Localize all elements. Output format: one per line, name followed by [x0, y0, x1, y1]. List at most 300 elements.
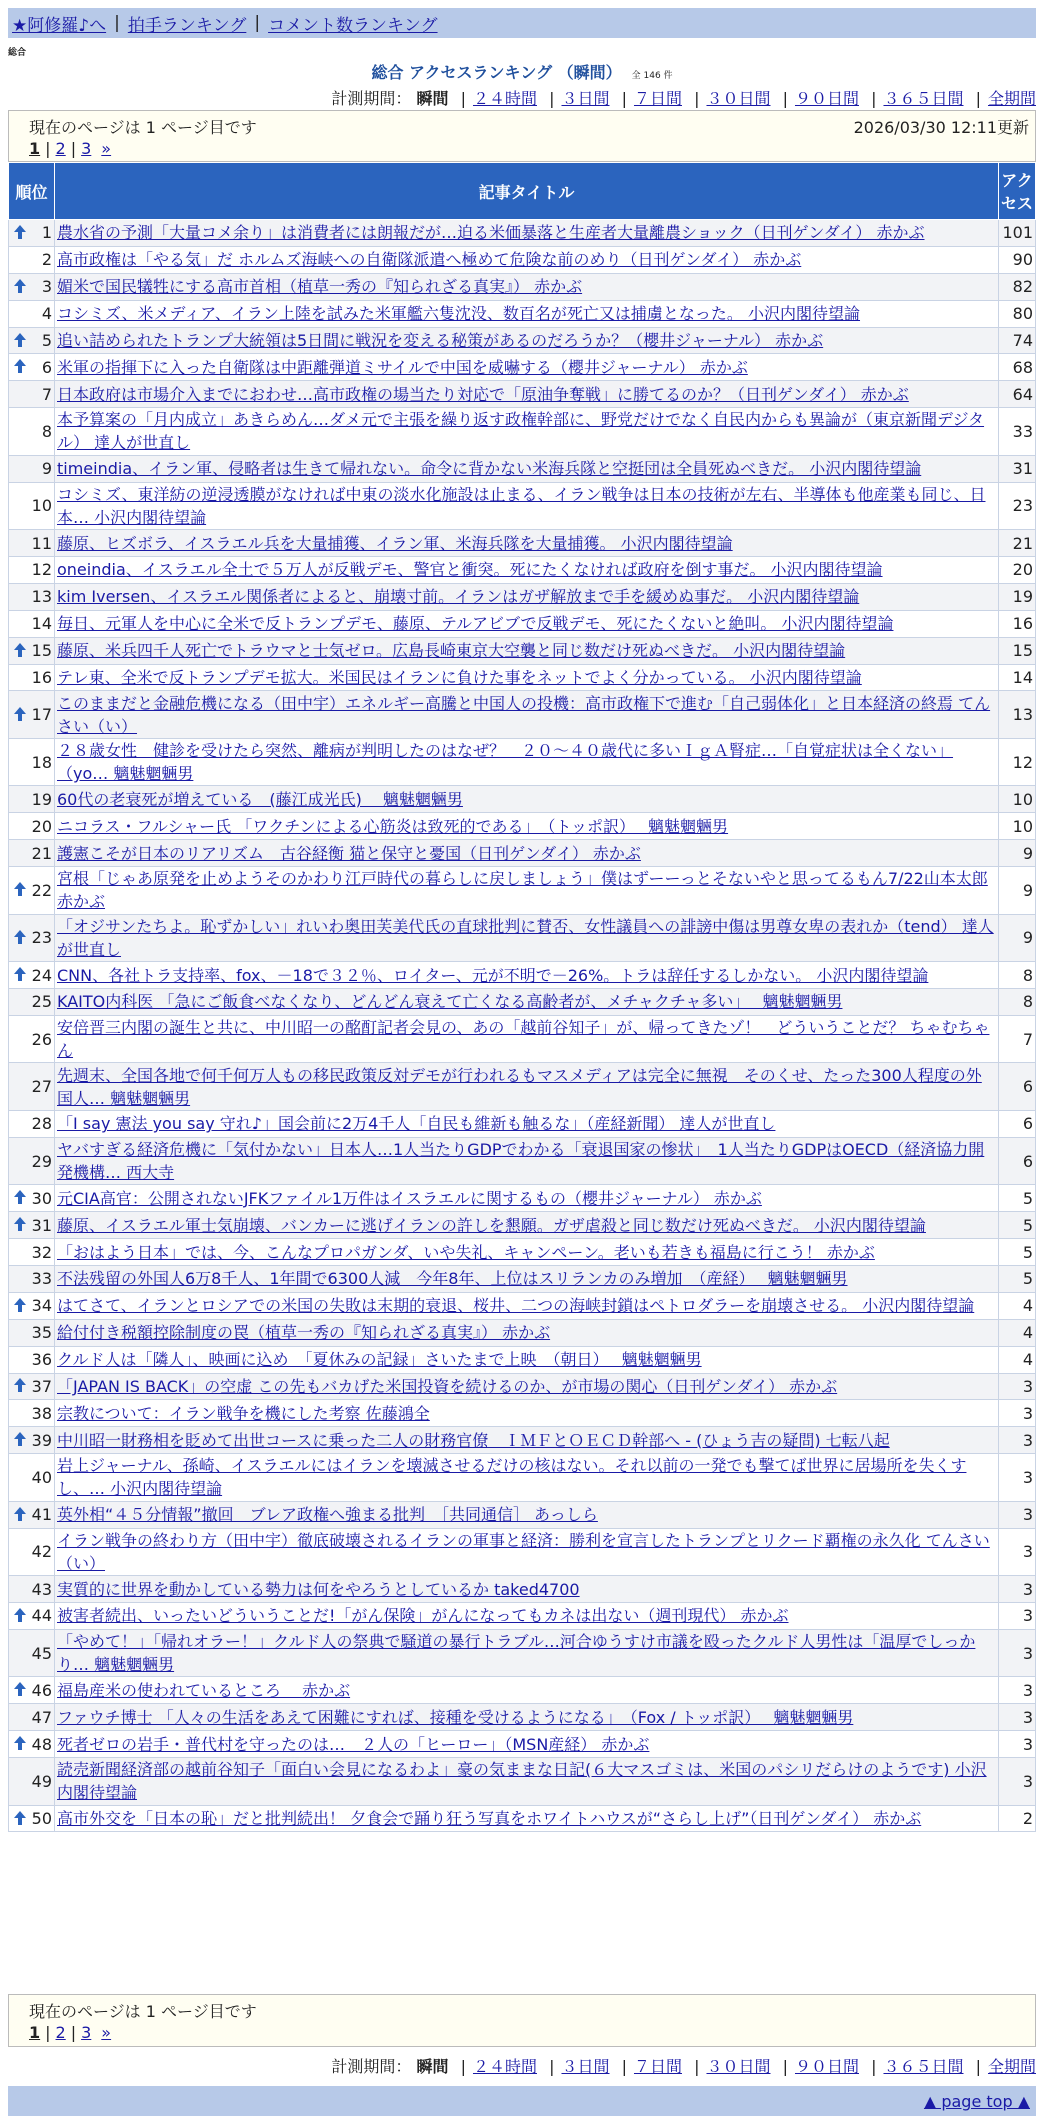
- rank-number: 39: [31, 1430, 52, 1450]
- rank-number: 18: [31, 752, 52, 772]
- rank-number: 19: [31, 789, 52, 809]
- rank-cell: [9, 1239, 55, 1266]
- access-count: 10: [999, 813, 1036, 840]
- article-link[interactable]: 福島産米の使われているところ 赤かぶ: [57, 1680, 351, 1700]
- rank-cell: [9, 482, 55, 530]
- article-link[interactable]: はてさて、イランとロシアでの米国の失敗は末期的衰退、桜井、二つの海峡封鎖はペトロダラーを崩壊させる。 小沢内閣待望論: [57, 1296, 975, 1316]
- rank-number: 37: [31, 1376, 52, 1396]
- total-count: 全 146 件: [631, 71, 673, 81]
- table-row: [9, 989, 1036, 1016]
- article-link[interactable]: 中川昭一財務相を貶めて出世コースに乗った二人の財務官僚 ＩＭＦとＯＥＣＤ幹部へ - (ひょう吉の疑問) 七転八起: [57, 1430, 890, 1450]
- access-count: 68: [999, 354, 1036, 381]
- period-90d[interactable]: ９０日間: [794, 2057, 859, 2076]
- access-count: 3: [999, 1454, 1036, 1502]
- article-link[interactable]: 死者ゼロの岩手・普代村を守ったのは… ２人の「ヒーロー」（MSN産経） 赤かぶ: [57, 1734, 650, 1754]
- rank-cell: [9, 1805, 55, 1832]
- access-count: 3: [999, 1373, 1036, 1400]
- applause-ranking-link[interactable]: 拍手ランキング: [127, 15, 247, 36]
- rank-cell: [9, 1373, 55, 1400]
- article-link[interactable]: 高市外交を「日本の恥」だと批判続出！ 夕食会で踊り狂う写真をホワイトハウスが“さらし上げ”（日刊ゲンダイ） 赤かぶ: [57, 1809, 922, 1828]
- rank-cell: [9, 786, 55, 813]
- period-7d[interactable]: ７日間: [633, 89, 682, 108]
- table-row: [9, 1454, 1036, 1502]
- period-selector-bottom: 計測期間： 瞬間 | ２４時間 | ３日間 | ７日間 | ３０日間 | ９０日間 | ３６５日間 | 全期間: [331, 2057, 1036, 2076]
- article-link[interactable]: このままだと金融危機になる（田中宇）エネルギー高騰と中国人の投機：高市政権下で進む「自己弱体化」と日本経済の終焉 てんさい（い）: [57, 693, 991, 736]
- table-row: [9, 530, 1036, 557]
- access-count: 31: [999, 455, 1036, 482]
- access-count: 4: [999, 1292, 1036, 1319]
- table-row: [9, 610, 1036, 637]
- table-row: [9, 246, 1036, 273]
- article-link[interactable]: 宗教について：イラン戦争を機にした考察 佐藤鴻全: [57, 1403, 430, 1423]
- table-row: [9, 1319, 1036, 1346]
- table-row: [9, 220, 1036, 247]
- rank-cell: [9, 1319, 55, 1346]
- access-count: 33: [999, 408, 1036, 456]
- rank-cell: [9, 1576, 55, 1603]
- up-arrow-icon: [13, 642, 27, 658]
- article-link[interactable]: 実質的に世界を動かしている勢力は何をやろうとしているか taked4700: [57, 1579, 580, 1599]
- table-row: [9, 455, 1036, 482]
- period-24h[interactable]: ２４時間: [472, 89, 537, 108]
- breadcrumb: 総合: [8, 48, 27, 58]
- access-count: 13: [999, 691, 1036, 739]
- article-link[interactable]: kim Iversen、イスラエル関係者によると、崩壊寸前。イランはガザ解放まで手を緩めぬ事だ。 小沢内閣待望論: [57, 587, 860, 607]
- up-arrow-icon: [13, 881, 27, 897]
- table-row: [9, 1063, 1036, 1111]
- rank-number: 40: [31, 1467, 52, 1487]
- rank-cell: [9, 840, 55, 867]
- rank-cell: [9, 408, 55, 456]
- table-row: [9, 962, 1036, 989]
- table-row: [9, 1265, 1036, 1292]
- title-cell: [55, 557, 999, 584]
- article-link[interactable]: 被害者続出、いったいどういうことだ!「がん保険」がんになってもカネは出ない（週刊現代） 赤かぶ: [57, 1606, 789, 1626]
- title-cell: [55, 246, 999, 273]
- period-label: 計測期間：: [331, 89, 412, 108]
- page-current: 1: [29, 139, 41, 158]
- rank-number: 49: [31, 1771, 52, 1791]
- rank-number: 28: [31, 1114, 52, 1134]
- article-link[interactable]: oneindia、イスラエル全土で５万人が反戦デモ、警官と衝突。死にたくなければ政府を倒す事だ。 小沢内閣待望論: [57, 560, 883, 580]
- access-count: 7: [999, 1015, 1036, 1063]
- rank-number: 23: [31, 928, 52, 948]
- title-cell: [55, 273, 999, 300]
- title-cell: [55, 1629, 999, 1677]
- table-row: [9, 354, 1036, 381]
- access-count: 5: [999, 1212, 1036, 1239]
- article-link[interactable]: 藤原、米兵四千人死亡でトラウマと士気ゼロ。広島長崎東京大空襲と同じ数だけ死ぬべきだ。 小沢内閣待望論: [57, 641, 846, 661]
- footer-bar: [8, 2086, 1036, 2116]
- article-link[interactable]: ヤバすぎる経済危機に「気付かない」日本人…1人当たりGDPでわかる「衰退国家の惨状」 1人当たりGDPはOECD（経済協力開発機構… 西大寺: [57, 1140, 985, 1183]
- title-cell: [55, 1265, 999, 1292]
- title-cell: [55, 786, 999, 813]
- rank-number: 31: [31, 1215, 52, 1235]
- article-link[interactable]: 媚米で国民犠牲にする高市首相（植草一秀の『知られざる真実』） 赤かぶ: [57, 277, 583, 297]
- table-row: [9, 482, 1036, 530]
- article-link[interactable]: コシミズ、米メディア、イラン上陸を試みた米軍艦六隻沈没、数百名が死亡又は捕虜となった。 小沢内閣待望論: [57, 304, 861, 324]
- article-link[interactable]: 藤原、イスラエル軍士気崩壊、バンカーに逃げイランの許しを懇願。ガザ虐殺と同じ数だけ死ぬべきだ。 小沢内閣待望論: [57, 1215, 926, 1235]
- title-cell: [55, 220, 999, 247]
- title-cell: [55, 738, 999, 786]
- article-link[interactable]: 藤原、ヒズボラ、イスラエル兵を大量捕獲、イラン軍、米海兵隊を大量捕獲。 小沢内閣待望論: [57, 533, 733, 553]
- page-title-text: 総合 アクセスランキング （瞬間）: [371, 63, 622, 82]
- access-count: 3: [999, 1603, 1036, 1630]
- comment-ranking-link[interactable]: コメント数ランキング: [268, 15, 438, 36]
- title-cell: [55, 1501, 999, 1528]
- title-cell: [55, 1292, 999, 1319]
- access-count: 6: [999, 1137, 1036, 1185]
- rank-cell: [9, 583, 55, 610]
- table-row: [9, 813, 1036, 840]
- access-count: 80: [999, 300, 1036, 327]
- current-page-text: 現在のページは 1 ページ目です: [29, 2002, 257, 2021]
- page-top-link[interactable]: ▲ page top ▲: [923, 2092, 1030, 2111]
- rank-number: 16: [31, 668, 52, 688]
- title-cell: [55, 610, 999, 637]
- access-count: 5: [999, 1265, 1036, 1292]
- rank-cell: [9, 557, 55, 584]
- title-cell: [55, 455, 999, 482]
- article-link[interactable]: 宮根「じゃあ原発を止めようそのかわり江戸時代の暮らしに戻しましょう」僕はずーーっとそないやと思ってるもん7/22山本太郎 赤かぶ: [57, 869, 988, 912]
- rank-number: 48: [31, 1734, 52, 1754]
- rank-cell: [9, 1346, 55, 1373]
- access-count: 3: [999, 1501, 1036, 1528]
- period-30d[interactable]: ３０日間: [706, 2057, 771, 2076]
- table-row: [9, 381, 1036, 408]
- table-row: [9, 1373, 1036, 1400]
- title-cell: [55, 1454, 999, 1502]
- up-arrow-icon: [13, 1810, 27, 1826]
- rank-cell: [9, 381, 55, 408]
- access-count: 3: [999, 1629, 1036, 1677]
- article-link[interactable]: 安倍晋三内閣の誕生と共に、中川昭一の酩酊記者会見の、あの「越前谷知子」が、帰ってきたゾ！ どういうことだ？ ちゃむちゃん: [57, 1018, 990, 1061]
- rank-number: 44: [31, 1606, 52, 1626]
- rank-cell: [9, 738, 55, 786]
- rank-number: 15: [31, 641, 52, 661]
- page-link-3[interactable]: 3: [81, 2023, 92, 2042]
- article-link[interactable]: timeindia、イラン軍、侵略者は生きて帰れない。命令に背かない米海兵隊と空挺団は全員死ぬべきだ。 小沢内閣待望論: [57, 459, 922, 479]
- article-link[interactable]: 「オジサンたちよ。恥ずかしい」れいわ奥田芙美代氏の直球批判に賛否、女性議員への誹謗中傷は男尊女卑の表れか（tend） 達人が世直し: [57, 916, 994, 959]
- title-cell: [55, 1319, 999, 1346]
- rank-number: 5: [41, 331, 52, 350]
- access-count: 3: [999, 1528, 1036, 1576]
- rank-number: 41: [31, 1505, 52, 1525]
- title-cell: [55, 914, 999, 962]
- access-count: 2: [999, 1805, 1036, 1832]
- table-row: [9, 1677, 1036, 1704]
- table-row: [9, 1110, 1036, 1137]
- article-link[interactable]: 「やめて！」「帰れオラー！」クルド人の祭典で騒道の暴行トラブル…河合ゆうすけ市議を殴ったクルド人男性は「温厚でしっかり… 魑魅魍魎男: [57, 1632, 976, 1675]
- article-link[interactable]: テレ東、全米で反トランプデモ拡大。米国民はイランに負けた事をネットでよく分かっている。 小沢内閣待望論: [57, 668, 862, 688]
- top-nav-bar: [8, 8, 1036, 38]
- rank-number: 50: [31, 1809, 52, 1828]
- table-row: [9, 1292, 1036, 1319]
- col-title-header: 記事タイトル: [55, 163, 999, 220]
- nav-separator: |: [114, 13, 120, 33]
- article-link[interactable]: 米軍の指揮下に入った自衛隊は中距離弾道ミサイルで中国を威嚇する（櫻井ジャーナル） 赤かぶ: [57, 357, 748, 377]
- access-count: 10: [999, 786, 1036, 813]
- table-row: [9, 1704, 1036, 1731]
- rank-number: 36: [31, 1350, 52, 1370]
- rank-number: 45: [31, 1643, 52, 1663]
- article-link[interactable]: 高市政権は「やる気」だ ホルムズ海峡への自衛隊派遣へ極めて危険な前のめり（日刊ゲンダイ） 赤かぶ: [57, 250, 802, 270]
- article-link[interactable]: 「I say 憲法 you say 守れ♪」国会前に2万4千人「自民も維新も触るな」（産経新聞） 達人が世直し: [57, 1114, 776, 1134]
- article-link[interactable]: コシミズ、東洋紡の逆浸透膜がなければ中東の淡水化施設は止まる、イラン戦争は日本の技術が左右、半導体も他産業も同じ、日本… 小沢内閣待望論: [57, 484, 986, 527]
- rank-cell: [9, 1501, 55, 1528]
- title-cell: [55, 1731, 999, 1758]
- period-label: 計測期間：: [331, 2057, 412, 2076]
- access-count: 9: [999, 840, 1036, 867]
- title-cell: [55, 691, 999, 739]
- access-count: 6: [999, 1110, 1036, 1137]
- article-link[interactable]: 60代の老衰死が増えている (藤江成光氏) 魑魅魍魎男: [57, 789, 463, 809]
- up-arrow-icon: [13, 358, 27, 374]
- rank-number: 2: [41, 250, 52, 270]
- rank-cell: [9, 1731, 55, 1758]
- article-link[interactable]: 給付付き税額控除制度の罠（植草一秀の『知られざる真実』） 赤かぶ: [57, 1323, 551, 1343]
- rank-cell: [9, 1265, 55, 1292]
- table-row: [9, 557, 1036, 584]
- period-24h[interactable]: ２４時間: [472, 2057, 537, 2076]
- up-arrow-icon: [13, 224, 27, 240]
- article-link[interactable]: 追い詰められたトランプ大統領は5日間に戦況を変える秘策があるのだろうか？（櫻井ジャーナル） 赤かぶ: [57, 331, 824, 350]
- article-link[interactable]: 英外相“４５分情報”撤回 ブレア政権へ強まる批判 ［共同通信］ あっしら: [57, 1505, 598, 1525]
- title-cell: [55, 1137, 999, 1185]
- access-count: 101: [999, 220, 1036, 247]
- up-arrow-icon: [13, 706, 27, 722]
- page-next-link[interactable]: »: [101, 2023, 112, 2042]
- article-link[interactable]: 農水省の予測「大量コメ余り」は消費者には朗報だが…迫る米価暴落と生産者大量離農ショック（日刊ゲンダイ） 赤かぶ: [57, 223, 925, 243]
- title-cell: [55, 664, 999, 691]
- period-selector-top: 計測期間： 瞬間 | ２４時間 | ３日間 | ７日間 | ３０日間 | ９０日間 | ３６５日間 | 全期間: [331, 89, 1036, 108]
- page-link-2[interactable]: 2: [55, 139, 66, 158]
- rank-number: 21: [31, 843, 52, 863]
- article-link[interactable]: 岩上ジャーナル、孫崎、イスラエルにはイランを壊滅させるだけの核はない。それ以前の一発でも撃てば世界に居場所を失くすし、… 小沢内閣待望論: [57, 1456, 967, 1499]
- table-row: [9, 840, 1036, 867]
- period-365d[interactable]: ３６５日間: [883, 89, 964, 108]
- rank-number: 29: [31, 1151, 52, 1171]
- period-all[interactable]: 全期間: [987, 89, 1036, 108]
- title-cell: [55, 1015, 999, 1063]
- title-cell: [55, 1677, 999, 1704]
- access-count: 9: [999, 867, 1036, 915]
- rank-number: 4: [41, 304, 52, 324]
- rank-number: 26: [31, 1029, 52, 1049]
- table-row: [9, 1212, 1036, 1239]
- table-row: [9, 1239, 1036, 1266]
- rank-number: 22: [31, 880, 52, 900]
- article-link[interactable]: 護憲こそが日本のリアリズム 古谷経衡 猫と保守と憂国（日刊ゲンダイ） 赤かぶ: [57, 843, 641, 863]
- title-cell: [55, 1373, 999, 1400]
- page-links: 1 | 2 | 3 »: [29, 139, 112, 158]
- title-cell: [55, 1110, 999, 1137]
- article-link[interactable]: ファウチ博士 「人々の生活をあえて困難にすれば、接種を受けるようになる」 （Fox / トッポ訳） 魑魅魍魎男: [57, 1707, 854, 1727]
- table-row: [9, 1346, 1036, 1373]
- rank-cell: [9, 962, 55, 989]
- title-cell: [55, 1212, 999, 1239]
- article-link[interactable]: CNN、各社トラ支持率、fox、－18で３２％、ロイター、元が不明で－26%。トラは辞任するしかない。 小沢内閣待望論: [57, 965, 929, 985]
- access-count: 74: [999, 327, 1036, 354]
- article-link[interactable]: 本予算案の「月内成立」あきらめん…ダメ元で主張を繰り返す政権幹部に、野党だけでなく自民内からも異論が（東京新聞デジタル） 達人が世直し: [57, 410, 985, 453]
- rank-cell: [9, 1110, 55, 1137]
- table-row: [9, 1758, 1036, 1806]
- rank-cell: [9, 273, 55, 300]
- article-link[interactable]: 元CIA高官：公開されないJFKファイル1万件はイスラエルに関するもの（櫻井ジャーナル） 赤かぶ: [57, 1188, 762, 1208]
- table-row: [9, 664, 1036, 691]
- rank-cell: [9, 220, 55, 247]
- article-link[interactable]: 先週末、全国各地で何千何万人もの移民政策反対デモが行われるもマスメディアは完全に無視 そのくせ、たった300人程度の外国人… 魑魅魍魎男: [57, 1065, 982, 1108]
- period-all[interactable]: 全期間: [987, 2057, 1036, 2076]
- article-link[interactable]: 「おはよう日本」では、今、こんなプロパガンダ、いや失礼、キャンペーン。老いも若きも福島に行こう！ 赤かぶ: [57, 1242, 875, 1262]
- rank-cell: [9, 637, 55, 664]
- title-cell: [55, 530, 999, 557]
- up-arrow-icon: [13, 332, 27, 348]
- access-count: 21: [999, 530, 1036, 557]
- access-count: 64: [999, 381, 1036, 408]
- table-row: [9, 273, 1036, 300]
- rank-cell: [9, 1212, 55, 1239]
- rank-number: 11: [31, 533, 52, 553]
- rank-cell: [9, 813, 55, 840]
- article-link[interactable]: KAITO内科医 「急にご飯食べなくなり、どんどん衰えて亡くなる高齢者が、メチャクチャ多い」 魑魅魍魎男: [57, 992, 843, 1012]
- access-count: 82: [999, 273, 1036, 300]
- access-count: 8: [999, 962, 1036, 989]
- rank-number: 24: [31, 965, 52, 985]
- article-link[interactable]: ニコラス・フルシャー氏 「ワクチンによる心筋炎は致死的である」 （トッポ訳） 魑魅魍魎男: [57, 816, 729, 836]
- rank-cell: [9, 989, 55, 1016]
- rank-number: 46: [31, 1680, 52, 1700]
- rank-cell: [9, 354, 55, 381]
- rank-number: 25: [31, 992, 52, 1012]
- title-cell: [55, 1346, 999, 1373]
- col-rank-header: 順位: [9, 163, 55, 220]
- period-3d[interactable]: ３日間: [561, 89, 610, 108]
- table-row: [9, 1185, 1036, 1212]
- rank-number: 14: [31, 614, 52, 634]
- rank-number: 35: [31, 1323, 52, 1343]
- rank-number: 7: [41, 384, 52, 404]
- rank-cell: [9, 1758, 55, 1806]
- rank-cell: [9, 1704, 55, 1731]
- rank-cell: [9, 1629, 55, 1677]
- title-cell: [55, 962, 999, 989]
- rank-number: 43: [31, 1579, 52, 1599]
- access-count: 20: [999, 557, 1036, 584]
- title-cell: [55, 1603, 999, 1630]
- title-cell: [55, 354, 999, 381]
- updated-timestamp: 2026/03/30 12:11更新: [853, 118, 1029, 137]
- rank-cell: [9, 1454, 55, 1502]
- rank-number: 9: [41, 459, 52, 479]
- access-count: 23: [999, 482, 1036, 530]
- title-cell: [55, 867, 999, 915]
- up-arrow-icon: [13, 1607, 27, 1623]
- article-link[interactable]: 読売新聞経済部の越前谷知子「面白い会見になるわよ」豪の気ままな日記(６大マスゴミは、米国のパシリだらけのようです) 小沢内閣待望論: [57, 1760, 987, 1803]
- article-link[interactable]: クルド人は「隣人」、映画に込め 「夏休みの記録」さいたまで上映 （朝日） 魑魅魍魎男: [57, 1350, 702, 1370]
- rank-cell: [9, 1677, 55, 1704]
- table-row: [9, 914, 1036, 962]
- title-cell: [55, 1528, 999, 1576]
- article-link[interactable]: 不法残留の外国人6万8千人、1年間で6300人減 今年8年、上位はスリランカのみ増加 （産経） 魑魅魍魎男: [57, 1269, 848, 1289]
- table-row: [9, 1629, 1036, 1677]
- article-link[interactable]: イラン戦争の終わり方（田中宇）徹底破壊されるイランの軍事と経済：勝利を宣言したトランプとリクード覇権の永久化 てんさい（い）: [57, 1530, 990, 1573]
- period-current: 瞬間: [416, 89, 449, 108]
- rank-number: 42: [31, 1542, 52, 1562]
- rank-cell: [9, 1528, 55, 1576]
- up-arrow-icon: [13, 1735, 27, 1751]
- rank-number: 8: [41, 421, 52, 441]
- up-arrow-icon: [13, 1297, 27, 1313]
- current-page-text: 現在のページは 1 ページ目です: [29, 118, 257, 137]
- page-link-3[interactable]: 3: [81, 139, 92, 158]
- table-row: [9, 738, 1036, 786]
- rank-number: 33: [31, 1269, 52, 1289]
- table-row: [9, 408, 1036, 456]
- rank-number: 27: [31, 1077, 52, 1097]
- period-365d[interactable]: ３６５日間: [883, 2057, 964, 2076]
- page-next-link[interactable]: »: [101, 139, 112, 158]
- table-row: [9, 327, 1036, 354]
- up-arrow-icon: [13, 1216, 27, 1232]
- access-count: 90: [999, 246, 1036, 273]
- article-link[interactable]: 「JAPAN IS BACK」の空虚 この先もバカげた米国投資を続けるのか、が市場の関心（日刊ゲンダイ） 赤かぶ: [57, 1376, 838, 1396]
- title-cell: [55, 1704, 999, 1731]
- access-count: 5: [999, 1239, 1036, 1266]
- access-count: 19: [999, 583, 1036, 610]
- access-count: 16: [999, 610, 1036, 637]
- article-link[interactable]: 毎日、元軍人を中心に全米で反トランプデモ、藤原、テルアビブで反戦デモ、死にたくないと絶叫。 小沢内閣待望論: [57, 614, 894, 634]
- table-row: [9, 583, 1036, 610]
- rank-cell: [9, 1427, 55, 1454]
- period-3d[interactable]: ３日間: [561, 2057, 610, 2076]
- period-30d[interactable]: ３０日間: [706, 89, 771, 108]
- table-row: [9, 1528, 1036, 1576]
- title-cell: [55, 1427, 999, 1454]
- table-row: [9, 691, 1036, 739]
- title-cell: [55, 1758, 999, 1806]
- ranking-table: [8, 162, 1036, 1832]
- up-arrow-icon: [13, 1681, 27, 1697]
- rank-cell: [9, 1137, 55, 1185]
- page-link-2[interactable]: 2: [55, 2023, 66, 2042]
- article-link[interactable]: ２８歳女性 健診を受けたら突然、離病が判明したのはなぜ？ ２０～４０歳代に多いＩｇＡ腎症…「自覚症状は全くない」（yo… 魑魅魍魎男: [57, 741, 954, 784]
- rank-cell: [9, 455, 55, 482]
- page-title: [0, 60, 1044, 83]
- up-arrow-icon: [13, 1377, 27, 1393]
- title-cell: [55, 1576, 999, 1603]
- title-cell: [55, 583, 999, 610]
- home-link[interactable]: ★阿修羅♪へ: [12, 15, 107, 36]
- access-count: 3: [999, 1704, 1036, 1731]
- title-cell: [55, 300, 999, 327]
- title-cell: [55, 840, 999, 867]
- access-count: 15: [999, 637, 1036, 664]
- article-link[interactable]: 日本政府は市場介入までにおわせ…高市政権の場当たり対応で「原油争奪戦」に勝てるのか？（日刊ゲンダイ） 赤かぶ: [57, 384, 909, 404]
- access-count: 5: [999, 1185, 1036, 1212]
- access-count: 3: [999, 1400, 1036, 1427]
- rank-number: 1: [41, 223, 52, 243]
- period-7d[interactable]: ７日間: [633, 2057, 682, 2076]
- up-arrow-icon: [13, 1506, 27, 1522]
- period-90d[interactable]: ９０日間: [794, 89, 859, 108]
- page-links: 1 | 2 | 3 »: [29, 2023, 112, 2042]
- title-cell: [55, 1063, 999, 1111]
- table-row: [9, 1805, 1036, 1832]
- title-cell: [55, 1805, 999, 1832]
- table-row: [9, 1576, 1036, 1603]
- title-cell: [55, 1400, 999, 1427]
